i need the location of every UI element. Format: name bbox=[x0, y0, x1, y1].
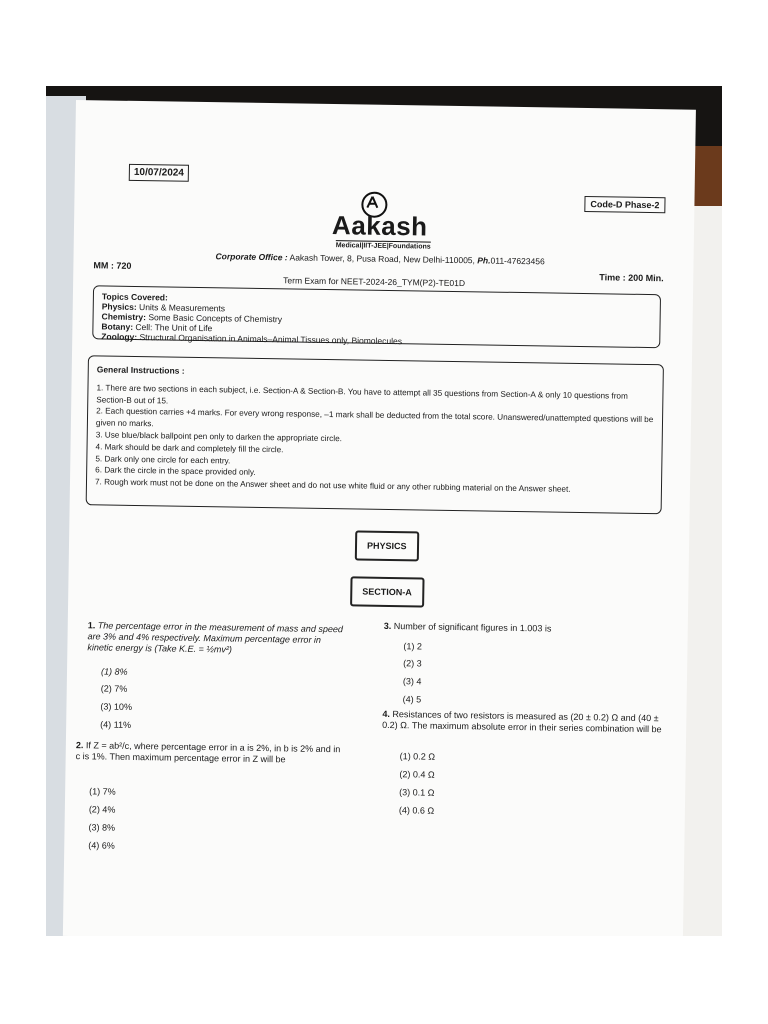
option: (3) 8% bbox=[88, 822, 116, 833]
instruction-item: 2. Each question carries +4 marks. For every wrong response, –1 mark shall be deducted from the total score. Unanswered/unattempted questions will be given no marks. bbox=[95, 406, 654, 429]
question bbox=[87, 620, 347, 657]
question bbox=[76, 740, 346, 766]
topic-row: Physics: Units & Measurements bbox=[101, 301, 226, 314]
instructions-title: General Instructions : bbox=[96, 364, 185, 376]
question-number: 3. bbox=[383, 620, 392, 632]
option: (1) 8% bbox=[100, 666, 128, 677]
option: (3) 0.1 Ω bbox=[399, 787, 435, 798]
exam-paper bbox=[63, 100, 696, 936]
question bbox=[384, 621, 664, 636]
question-text: Resistances of two resistors is measured as (20 ± 0.2) Ω and (40 ± 0.2) Ω. The maximum absolute error in their series combination will be bbox=[382, 709, 662, 735]
option: (2) 0.4 Ω bbox=[399, 769, 435, 780]
instruction-item: 1. There are two sections in each subject, i.e. Section-A & Section-B. You have to attempt all 35 questions from Section-A & only 10 questions from Section-B out of 15. bbox=[96, 383, 628, 406]
instruction-item: 6. Dark the circle in the space provided only. bbox=[95, 465, 256, 478]
topics-box bbox=[92, 285, 661, 348]
logo-name: Aakash bbox=[331, 210, 428, 242]
instruction-item: 5. Dark only one circle for each entry. bbox=[95, 453, 231, 466]
option: (4) 6% bbox=[88, 840, 115, 851]
section-tag: SECTION-A bbox=[350, 576, 424, 607]
phone-label: Ph. bbox=[477, 255, 491, 266]
question bbox=[382, 709, 662, 735]
phone-number: 011-47623456 bbox=[490, 255, 545, 267]
code-box: Code-D Phase-2 bbox=[584, 196, 665, 213]
option: (1) 2 bbox=[403, 641, 423, 652]
exam-time: Time : 200 Min. bbox=[599, 272, 664, 284]
option: (1) 0.2 Ω bbox=[399, 751, 436, 762]
question-text: If Z = ab²/c, where percentage error in a is 2%, in b is 2% and in c is 1%. Then maximum percentage error in Z will be bbox=[75, 740, 341, 765]
instruction-item: 4. Mark should be dark and completely fill the circle. bbox=[95, 442, 284, 455]
option: (3) 10% bbox=[100, 701, 133, 712]
max-marks: MM : 720 bbox=[93, 260, 132, 271]
question-number: 4. bbox=[382, 708, 390, 720]
question-number: 1. bbox=[87, 620, 96, 631]
question-text: The percentage error in the measurement of mass and speed are 3% and 4% respectively. Maximum percentage error in kinetic energy is (Take K.E. = ½mv²) bbox=[87, 620, 343, 655]
option: (2) 7% bbox=[100, 683, 128, 694]
general-instructions bbox=[86, 355, 664, 514]
option: (3) 4 bbox=[402, 676, 422, 687]
instruction-item: 3. Use blue/black ballpoint pen only to darken the appropriate circle. bbox=[95, 430, 343, 444]
option: (2) 3 bbox=[403, 658, 422, 669]
subject-tag: PHYSICS bbox=[355, 530, 419, 561]
question-number: 2. bbox=[75, 740, 84, 751]
topic-row: Zoology: Structural Organisation in Animals–Animal Tissues only, Biomolecules bbox=[101, 331, 403, 347]
date-box: 10/07/2024 bbox=[129, 164, 189, 182]
corporate-label: Corporate Office : bbox=[215, 251, 288, 263]
option: (1) 7% bbox=[89, 786, 116, 797]
instruction-item: 7. Rough work must not be done on the Answer sheet and do not use white fluid or any other rubbing material on the Answer sheet. bbox=[94, 477, 571, 494]
corporate-address: Aakash Tower, 8, Pusa Road, New Delhi-110005, bbox=[289, 252, 476, 266]
topics-heading: Topics Covered: bbox=[101, 291, 168, 303]
question-text: Number of significant figures in 1.003 is bbox=[393, 621, 552, 634]
option: (4) 11% bbox=[100, 719, 132, 730]
option: (4) 0.6 Ω bbox=[398, 805, 435, 816]
logo-subtitle: Medical|IIT-JEE|Foundations bbox=[335, 242, 431, 251]
photo-background bbox=[46, 86, 722, 936]
exam-title: Term Exam for NEET-2024-26_TYM(P2)-TE01D bbox=[283, 275, 466, 289]
corporate-office bbox=[215, 251, 544, 266]
topic-row: Botany: Cell: The Unit of Life bbox=[101, 321, 213, 334]
option: (4) 5 bbox=[402, 694, 422, 705]
topic-row: Chemistry: Some Basic Concepts of Chemistry bbox=[101, 311, 283, 325]
option: (2) 4% bbox=[88, 804, 116, 815]
